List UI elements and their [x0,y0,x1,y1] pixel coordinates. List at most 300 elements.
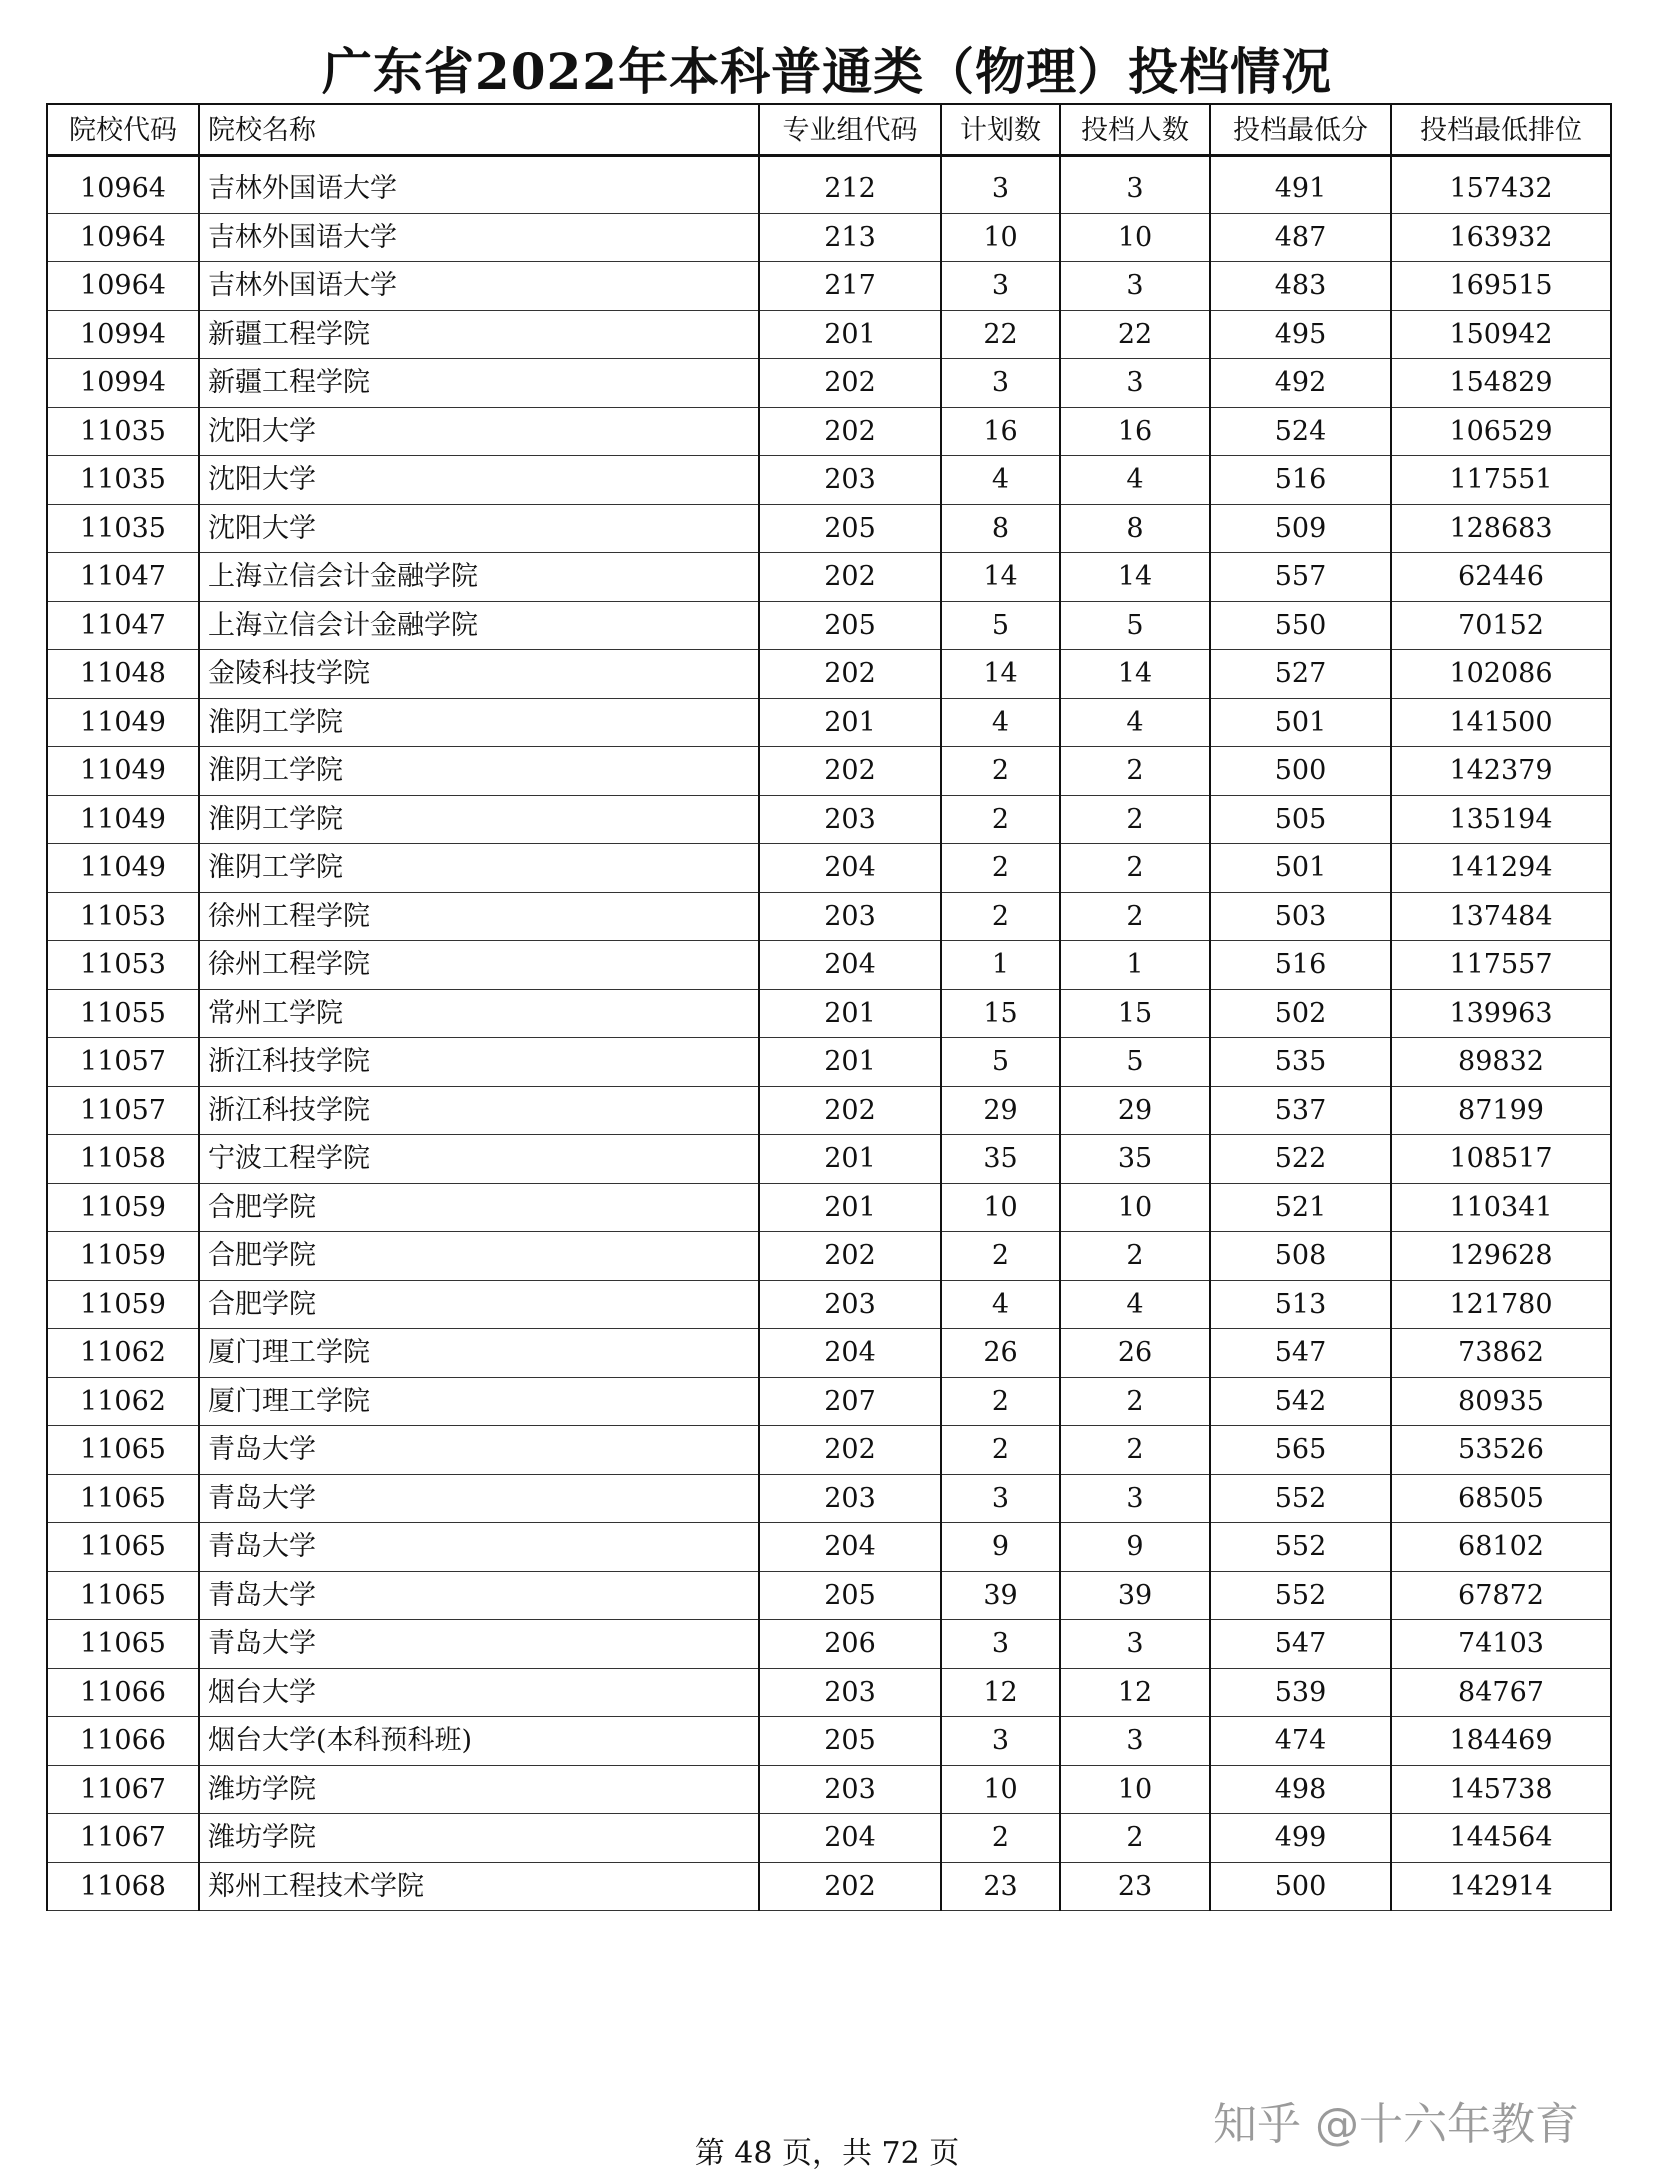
table-row [47,1523,1611,1572]
school-name-cell: 郑州工程技术学院 [199,1862,759,1911]
min-rank-cell: 74103 [1391,1620,1611,1669]
group-code-cell: 205 [759,1717,941,1766]
school-code-cell: 11065 [47,1474,199,1523]
min-score-cell: 552 [1210,1474,1391,1523]
admitted-count-cell: 2 [1060,1814,1210,1863]
table-row [47,650,1611,699]
group-code-cell: 202 [759,407,941,456]
table-row [47,1717,1611,1766]
plan-count-cell: 5 [941,1038,1060,1087]
table-row [47,1280,1611,1329]
group-code-cell: 203 [759,1765,941,1814]
school-code-cell: 11059 [47,1280,199,1329]
group-code-cell: 202 [759,1862,941,1911]
school-code-cell: 11049 [47,698,199,747]
min-score-cell: 516 [1210,941,1391,990]
plan-count-cell: 3 [941,156,1060,214]
table-row [47,407,1611,456]
school-code-cell: 10994 [47,359,199,408]
min-score-cell: 492 [1210,359,1391,408]
min-score-cell: 498 [1210,1765,1391,1814]
school-code-cell: 11059 [47,1183,199,1232]
plan-count-cell: 4 [941,698,1060,747]
min-score-cell: 513 [1210,1280,1391,1329]
school-name-cell: 淮阴工学院 [199,747,759,796]
school-name-cell: 沈阳大学 [199,456,759,505]
group-code-cell: 204 [759,1523,941,1572]
school-name-cell: 常州工学院 [199,989,759,1038]
school-name-cell: 青岛大学 [199,1571,759,1620]
min-score-cell: 501 [1210,844,1391,893]
plan-count-cell: 10 [941,213,1060,262]
plan-count-cell: 1 [941,941,1060,990]
table-row [47,1183,1611,1232]
table-row [47,1086,1611,1135]
group-code-cell: 201 [759,1183,941,1232]
min-rank-cell: 128683 [1391,504,1611,553]
table-row [47,1135,1611,1184]
min-score-cell: 547 [1210,1620,1391,1669]
admitted-count-cell: 3 [1060,262,1210,311]
admitted-count-cell: 8 [1060,504,1210,553]
header-row [47,104,1611,156]
admitted-count-cell: 39 [1060,1571,1210,1620]
school-name-cell: 宁波工程学院 [199,1135,759,1184]
min-score-cell: 501 [1210,698,1391,747]
admitted-count-cell: 26 [1060,1329,1210,1378]
admitted-count-cell: 2 [1060,892,1210,941]
table-body [47,156,1611,1911]
plan-count-cell: 3 [941,1474,1060,1523]
table-row [47,1571,1611,1620]
table-row [47,1377,1611,1426]
admitted-count-cell: 29 [1060,1086,1210,1135]
min-score-cell: 516 [1210,456,1391,505]
table-row [47,1426,1611,1475]
school-name-cell: 青岛大学 [199,1523,759,1572]
min-score-cell: 527 [1210,650,1391,699]
column-header-min-score: 投档最低分 [1210,104,1391,156]
table-row [47,698,1611,747]
min-score-cell: 508 [1210,1232,1391,1281]
min-rank-cell: 184469 [1391,1717,1611,1766]
min-score-cell: 503 [1210,892,1391,941]
plan-count-cell: 22 [941,310,1060,359]
min-rank-cell: 102086 [1391,650,1611,699]
min-rank-cell: 129628 [1391,1232,1611,1281]
group-code-cell: 202 [759,553,941,602]
min-rank-cell: 141500 [1391,698,1611,747]
plan-count-cell: 16 [941,407,1060,456]
school-name-cell: 厦门理工学院 [199,1377,759,1426]
group-code-cell: 203 [759,1474,941,1523]
admitted-count-cell: 2 [1060,1426,1210,1475]
admitted-count-cell: 5 [1060,1038,1210,1087]
min-rank-cell: 89832 [1391,1038,1611,1087]
group-code-cell: 212 [759,156,941,214]
school-code-cell: 11055 [47,989,199,1038]
plan-count-cell: 5 [941,601,1060,650]
min-score-cell: 500 [1210,1862,1391,1911]
min-rank-cell: 135194 [1391,795,1611,844]
group-code-cell: 217 [759,262,941,311]
min-rank-cell: 141294 [1391,844,1611,893]
school-code-cell: 10994 [47,310,199,359]
plan-count-cell: 14 [941,650,1060,699]
table-row [47,941,1611,990]
table-row [47,1232,1611,1281]
group-code-cell: 203 [759,795,941,844]
plan-count-cell: 4 [941,1280,1060,1329]
plan-count-cell: 14 [941,553,1060,602]
school-name-cell: 浙江科技学院 [199,1038,759,1087]
school-name-cell: 沈阳大学 [199,407,759,456]
table-row [47,310,1611,359]
school-name-cell: 青岛大学 [199,1426,759,1475]
admitted-count-cell: 2 [1060,747,1210,796]
school-code-cell: 11049 [47,747,199,796]
school-name-cell: 徐州工程学院 [199,941,759,990]
min-rank-cell: 157432 [1391,156,1611,214]
school-code-cell: 11057 [47,1086,199,1135]
min-rank-cell: 121780 [1391,1280,1611,1329]
min-rank-cell: 144564 [1391,1814,1611,1863]
admitted-count-cell: 2 [1060,844,1210,893]
plan-count-cell: 2 [941,747,1060,796]
admitted-count-cell: 3 [1060,1474,1210,1523]
min-score-cell: 505 [1210,795,1391,844]
group-code-cell: 203 [759,1668,941,1717]
admitted-count-cell: 14 [1060,553,1210,602]
school-name-cell: 合肥学院 [199,1280,759,1329]
admitted-count-cell: 15 [1060,989,1210,1038]
table-row [47,892,1611,941]
admitted-count-cell: 2 [1060,1377,1210,1426]
min-rank-cell: 87199 [1391,1086,1611,1135]
table-row [47,1668,1611,1717]
min-score-cell: 521 [1210,1183,1391,1232]
group-code-cell: 201 [759,1135,941,1184]
min-score-cell: 535 [1210,1038,1391,1087]
min-rank-cell: 108517 [1391,1135,1611,1184]
plan-count-cell: 8 [941,504,1060,553]
admitted-count-cell: 10 [1060,1765,1210,1814]
min-score-cell: 495 [1210,310,1391,359]
group-code-cell: 204 [759,941,941,990]
admitted-count-cell: 12 [1060,1668,1210,1717]
min-score-cell: 502 [1210,989,1391,1038]
school-code-cell: 11053 [47,892,199,941]
school-code-cell: 11048 [47,650,199,699]
admitted-count-cell: 3 [1060,1717,1210,1766]
table-row [47,1765,1611,1814]
min-rank-cell: 142914 [1391,1862,1611,1911]
min-rank-cell: 84767 [1391,1668,1611,1717]
table-row [47,844,1611,893]
plan-count-cell: 3 [941,1620,1060,1669]
admitted-count-cell: 35 [1060,1135,1210,1184]
group-code-cell: 202 [759,1426,941,1475]
admitted-count-cell: 23 [1060,1862,1210,1911]
column-header-school-name: 院校名称 [199,104,759,156]
group-code-cell: 202 [759,1232,941,1281]
school-name-cell: 上海立信会计金融学院 [199,601,759,650]
min-rank-cell: 117557 [1391,941,1611,990]
group-code-cell: 202 [759,650,941,699]
table-header [47,104,1611,156]
column-header-school-code: 院校代码 [47,104,199,156]
plan-count-cell: 2 [941,1232,1060,1281]
admitted-count-cell: 2 [1060,795,1210,844]
plan-count-cell: 29 [941,1086,1060,1135]
admitted-count-cell: 9 [1060,1523,1210,1572]
column-header-admitted: 投档人数 [1060,104,1210,156]
min-rank-cell: 142379 [1391,747,1611,796]
plan-count-cell: 4 [941,456,1060,505]
plan-count-cell: 3 [941,1717,1060,1766]
school-code-cell: 11035 [47,504,199,553]
table-row [47,456,1611,505]
table-row [47,747,1611,796]
school-code-cell: 11035 [47,456,199,505]
school-name-cell: 烟台大学 [199,1668,759,1717]
min-rank-cell: 139963 [1391,989,1611,1038]
min-rank-cell: 62446 [1391,553,1611,602]
page-title: 广东省2022年本科普通类（物理）投档情况 [321,42,1333,101]
min-score-cell: 550 [1210,601,1391,650]
school-name-cell: 吉林外国语大学 [199,156,759,214]
min-score-cell: 487 [1210,213,1391,262]
school-code-cell: 10964 [47,262,199,311]
min-rank-cell: 117551 [1391,456,1611,505]
school-name-cell: 徐州工程学院 [199,892,759,941]
plan-count-cell: 3 [941,359,1060,408]
group-code-cell: 202 [759,747,941,796]
min-rank-cell: 110341 [1391,1183,1611,1232]
plan-count-cell: 15 [941,989,1060,1038]
min-score-cell: 547 [1210,1329,1391,1378]
school-code-cell: 11065 [47,1523,199,1572]
table-row [47,359,1611,408]
group-code-cell: 204 [759,844,941,893]
min-score-cell: 542 [1210,1377,1391,1426]
plan-count-cell: 2 [941,1426,1060,1475]
column-header-plan: 计划数 [941,104,1060,156]
min-score-cell: 539 [1210,1668,1391,1717]
min-rank-cell: 67872 [1391,1571,1611,1620]
school-name-cell: 新疆工程学院 [199,310,759,359]
group-code-cell: 203 [759,892,941,941]
school-name-cell: 沈阳大学 [199,504,759,553]
min-score-cell: 500 [1210,747,1391,796]
table-row [47,156,1611,214]
plan-count-cell: 2 [941,892,1060,941]
min-rank-cell: 150942 [1391,310,1611,359]
admission-table [46,103,1612,1911]
school-code-cell: 11065 [47,1571,199,1620]
school-code-cell: 11067 [47,1765,199,1814]
school-name-cell: 青岛大学 [199,1620,759,1669]
school-code-cell: 11058 [47,1135,199,1184]
group-code-cell: 205 [759,601,941,650]
group-code-cell: 203 [759,1280,941,1329]
school-code-cell: 10964 [47,156,199,214]
group-code-cell: 201 [759,698,941,747]
admitted-count-cell: 3 [1060,1620,1210,1669]
admitted-count-cell: 3 [1060,359,1210,408]
school-code-cell: 11059 [47,1232,199,1281]
admitted-count-cell: 5 [1060,601,1210,650]
group-code-cell: 201 [759,989,941,1038]
min-rank-cell: 73862 [1391,1329,1611,1378]
school-code-cell: 10964 [47,213,199,262]
group-code-cell: 204 [759,1329,941,1378]
school-code-cell: 11047 [47,553,199,602]
page-footer: 第 48 页，共 72 页 [694,2136,960,2171]
group-code-cell: 206 [759,1620,941,1669]
min-rank-cell: 80935 [1391,1377,1611,1426]
min-rank-cell: 106529 [1391,407,1611,456]
column-header-min-rank: 投档最低排位 [1391,104,1611,156]
admitted-count-cell: 2 [1060,1232,1210,1281]
admitted-count-cell: 10 [1060,1183,1210,1232]
admitted-count-cell: 22 [1060,310,1210,359]
plan-count-cell: 10 [941,1183,1060,1232]
school-code-cell: 11047 [47,601,199,650]
table-row [47,553,1611,602]
min-rank-cell: 70152 [1391,601,1611,650]
admitted-count-cell: 4 [1060,698,1210,747]
school-name-cell: 淮阴工学院 [199,698,759,747]
table-row [47,1814,1611,1863]
school-code-cell: 11049 [47,795,199,844]
admitted-count-cell: 4 [1060,1280,1210,1329]
school-name-cell: 淮阴工学院 [199,795,759,844]
min-rank-cell: 68102 [1391,1523,1611,1572]
admitted-count-cell: 3 [1060,156,1210,214]
table-row [47,1620,1611,1669]
school-code-cell: 11062 [47,1329,199,1378]
group-code-cell: 201 [759,1038,941,1087]
table-row [47,262,1611,311]
min-rank-cell: 137484 [1391,892,1611,941]
table-row [47,795,1611,844]
admitted-count-cell: 10 [1060,213,1210,262]
plan-count-cell: 26 [941,1329,1060,1378]
school-name-cell: 吉林外国语大学 [199,262,759,311]
school-name-cell: 吉林外国语大学 [199,213,759,262]
plan-count-cell: 39 [941,1571,1060,1620]
school-code-cell: 11066 [47,1717,199,1766]
min-score-cell: 509 [1210,504,1391,553]
min-score-cell: 522 [1210,1135,1391,1184]
plan-count-cell: 2 [941,795,1060,844]
min-rank-cell: 154829 [1391,359,1611,408]
min-score-cell: 499 [1210,1814,1391,1863]
min-score-cell: 483 [1210,262,1391,311]
table-row [47,1474,1611,1523]
column-header-group-code: 专业组代码 [759,104,941,156]
min-rank-cell: 53526 [1391,1426,1611,1475]
school-code-cell: 11066 [47,1668,199,1717]
plan-count-cell: 35 [941,1135,1060,1184]
school-code-cell: 11053 [47,941,199,990]
school-code-cell: 11062 [47,1377,199,1426]
group-code-cell: 202 [759,359,941,408]
admitted-count-cell: 16 [1060,407,1210,456]
school-code-cell: 11035 [47,407,199,456]
group-code-cell: 202 [759,1086,941,1135]
plan-count-cell: 2 [941,1814,1060,1863]
school-name-cell: 浙江科技学院 [199,1086,759,1135]
table-row [47,1329,1611,1378]
plan-count-cell: 12 [941,1668,1060,1717]
group-code-cell: 203 [759,456,941,505]
school-code-cell: 11065 [47,1620,199,1669]
min-rank-cell: 145738 [1391,1765,1611,1814]
school-name-cell: 上海立信会计金融学院 [199,553,759,602]
plan-count-cell: 10 [941,1765,1060,1814]
table-row [47,1038,1611,1087]
school-name-cell: 合肥学院 [199,1183,759,1232]
plan-count-cell: 2 [941,1377,1060,1426]
school-code-cell: 11049 [47,844,199,893]
admitted-count-cell: 4 [1060,456,1210,505]
min-score-cell: 474 [1210,1717,1391,1766]
group-code-cell: 207 [759,1377,941,1426]
admitted-count-cell: 1 [1060,941,1210,990]
plan-count-cell: 23 [941,1862,1060,1911]
school-name-cell: 烟台大学(本科预科班) [199,1717,759,1766]
min-score-cell: 537 [1210,1086,1391,1135]
table-row [47,989,1611,1038]
table-row [47,601,1611,650]
watermark: 知乎 @十六年教育 [1213,2099,1579,2150]
school-code-cell: 11067 [47,1814,199,1863]
min-score-cell: 557 [1210,553,1391,602]
plan-count-cell: 9 [941,1523,1060,1572]
group-code-cell: 201 [759,310,941,359]
school-name-cell: 合肥学院 [199,1232,759,1281]
school-name-cell: 青岛大学 [199,1474,759,1523]
group-code-cell: 205 [759,1571,941,1620]
group-code-cell: 213 [759,213,941,262]
school-name-cell: 新疆工程学院 [199,359,759,408]
school-name-cell: 淮阴工学院 [199,844,759,893]
table-row [47,504,1611,553]
school-name-cell: 厦门理工学院 [199,1329,759,1378]
min-score-cell: 552 [1210,1523,1391,1572]
min-rank-cell: 163932 [1391,213,1611,262]
school-code-cell: 11065 [47,1426,199,1475]
min-rank-cell: 68505 [1391,1474,1611,1523]
min-score-cell: 524 [1210,407,1391,456]
school-name-cell: 金陵科技学院 [199,650,759,699]
group-code-cell: 205 [759,504,941,553]
school-name-cell: 潍坊学院 [199,1814,759,1863]
plan-count-cell: 3 [941,262,1060,311]
min-score-cell: 552 [1210,1571,1391,1620]
min-score-cell: 491 [1210,156,1391,214]
school-name-cell: 潍坊学院 [199,1765,759,1814]
table-row [47,1862,1611,1911]
table-row [47,213,1611,262]
school-code-cell: 11057 [47,1038,199,1087]
admitted-count-cell: 14 [1060,650,1210,699]
plan-count-cell: 2 [941,844,1060,893]
group-code-cell: 204 [759,1814,941,1863]
min-score-cell: 565 [1210,1426,1391,1475]
